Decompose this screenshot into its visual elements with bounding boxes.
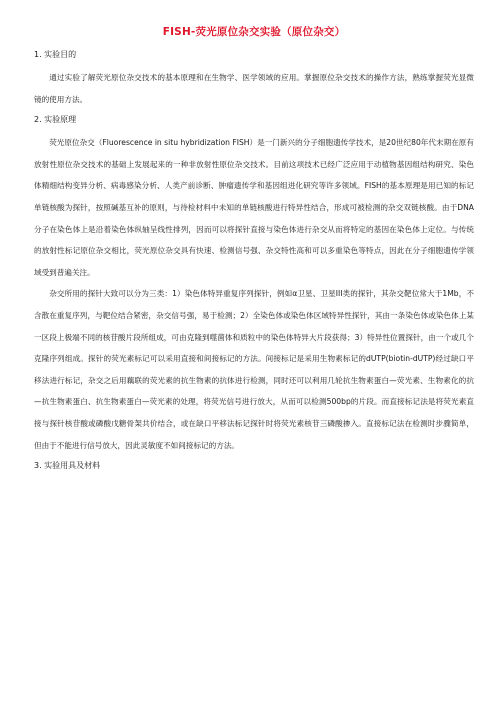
paragraph-purpose: 通过实验了解荧光原位杂交技术的基本原理和在生物学、医学领域的应用。掌握原位杂交技术的操作方法，熟练掌握荧光显微镜的使用方法。 [34,73,474,104]
section-heading-purpose: 1. 实验目的 [34,50,77,59]
paragraph-principle-2: 杂交所用的探针大致可以分为三类：1）染色体特异重复序列探针，例如α卫星、卫星III类的探针，其杂交靶位常大于1Mb，不含散在重复序列，与靶位结合紧密，杂交信号强，易于检测；2）全染色体或染色体区域特异性探针，其由一条染色体或染色体上某一区段上极端不同的核苷酸片段所组成，可由克隆到噬菌体和质粒中的染色体特异大片段获得；3）特异性位置探针，由一个或几个克隆序列组成。探针的荧光素标记可以采用直接和间接标记的方法。间接标记是采用生物素标记的dUTP(biotin-dUTP)经过缺口平移法进行标记，杂交之后用藕联的荧光素的抗生物素的抗体进行检测，同时还可以利用几轮抗生物素蛋白—荧光素、生物素化的抗—抗生物素蛋白、抗生物素蛋白—荧光素的处理，将荧光信号进行放大，从而可以检测500bp的片段。而直接标记法是将荧光素直接与探针核苷酸或磷酸戊糖骨架共价结合，或在缺口平移法标记探针时将荧光素核苷三磷酸掺入。直接标记法在检测时步骤简单，但由于不能进行信号放大，因此灵敏度不如间接标记的方法。 [34,289,474,450]
section-heading-principle: 2. 实验原理 [34,115,77,125]
paragraph-principle-1: 荧光原位杂交（Fluorescence in situ hybridization FISH）是一门新兴的分子细胞遗传学技术，是20世纪80年代末期在原有放射性原位杂交技术的基础上发展起来的一种非放射性原位杂交技术。目前这项技术已经广泛应用于动植物基因组结构研究、染色体精细结构变异分析、病毒感染分析、人类产前诊断、肿瘤遗传学和基因组进化研究等许多领域。FISH的基本原理是用已知的标记单链核酸为探针，按照碱基互补的原则，与待检材料中未知的单链核酸进行特异性结合，形成可被检测的杂交双链核酸。由于DNA分子在染色体上是沿着染色体纵轴呈线性排列，因而可以将探针直接与染色体进行杂交从而将特定的基因在染色体上定位。与传统的放射性标记原位杂交相比，荧光原位杂交具有快速、检测信号强、杂交特性高和可以多重染色等特点，因此在分子细胞遗传学领域受到普遍关注。 [34,138,474,277]
section-heading-materials: 3. 实验用具及材料 [34,461,101,471]
document-title: FISH-荧光原位杂交实验（原位杂交） [162,26,346,38]
